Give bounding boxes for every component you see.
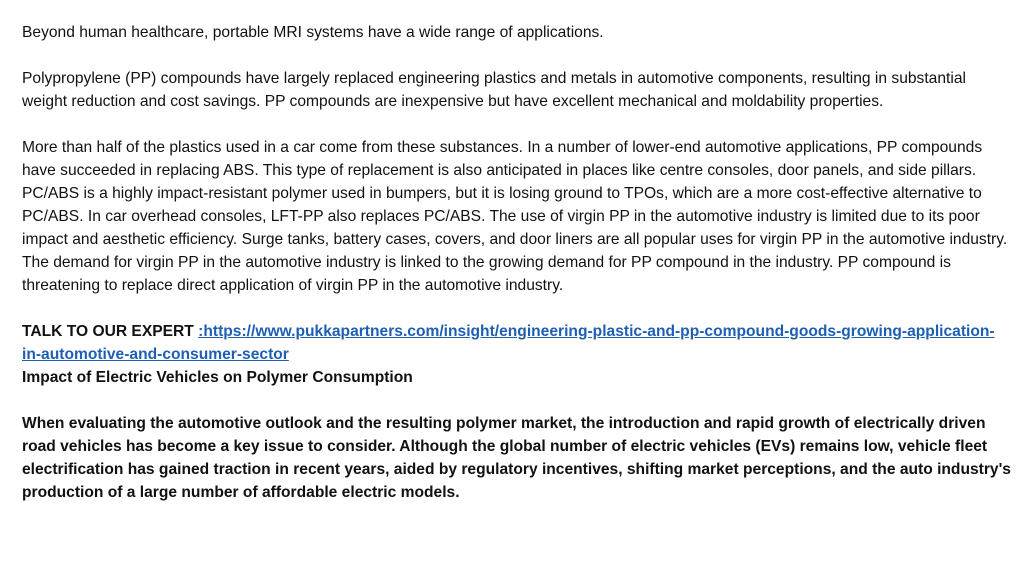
plastics-paragraph: More than half of the plastics used in a car come from these substances. In a number of lower-end automotive applications, PP compounds have succeeded in replacing ABS. This type of replacement is also anticipated in places like centre consoles, door panels, and side pillars. PC/ABS is a highly impact-resistant polymer used in bumpers, but it is losing ground to TPOs, which are a more cost-effective alternative to PC/ABS. In car overhead consoles, LFT-PP also replaces PC/ABS. The use of virgin PP in the automotive industry is limited due to its poor impact and aesthetic efficiency. Surge tanks, battery cases, covers, and door liners are all popular uses for virgin PP in the automotive industry. The demand for virgin PP in the automotive industry is linked to the growing demand for PP compound in the industry. PP compound is threatening to replace direct application of virgin PP in the automotive industry. xyxy=(22,139,1008,294)
expert-line xyxy=(22,320,1012,366)
section-heading: Impact of Electric Vehicles on Polymer Consumption xyxy=(22,369,413,386)
paragraph-spacer xyxy=(22,44,1012,67)
paragraph-spacer xyxy=(22,297,1012,320)
document-body xyxy=(22,21,1012,504)
intro-paragraph: Beyond human healthcare, portable MRI systems have a wide range of applications. xyxy=(22,24,604,41)
paragraph-spacer xyxy=(22,389,1012,412)
expert-link[interactable]: :https://www.pukkapartners.com/insight/engineering-plastic-and-pp-compound-goods-growing-application-in-automotive-and-consumer-sector xyxy=(22,323,995,363)
section-body: When evaluating the automotive outlook and the resulting polymer market, the introduction and rapid growth of electrically driven road vehicles has become a key issue to consider. Although the global number of electric vehicles (EVs) remains low, vehicle fleet electrification has gained traction in recent years, aided by regulatory incentives, shifting market perceptions, and the auto industry's production of a large number of affordable electric models. xyxy=(22,415,1011,501)
paragraph-spacer xyxy=(22,113,1012,136)
expert-label: TALK TO OUR EXPERT xyxy=(22,323,199,340)
polypropylene-paragraph: Polypropylene (PP) compounds have largely replaced engineering plastics and metals in automotive components, resulting in substantial weight reduction and cost savings. PP compounds are inexpensive but have excellent mechanical and moldability properties. xyxy=(22,70,966,110)
